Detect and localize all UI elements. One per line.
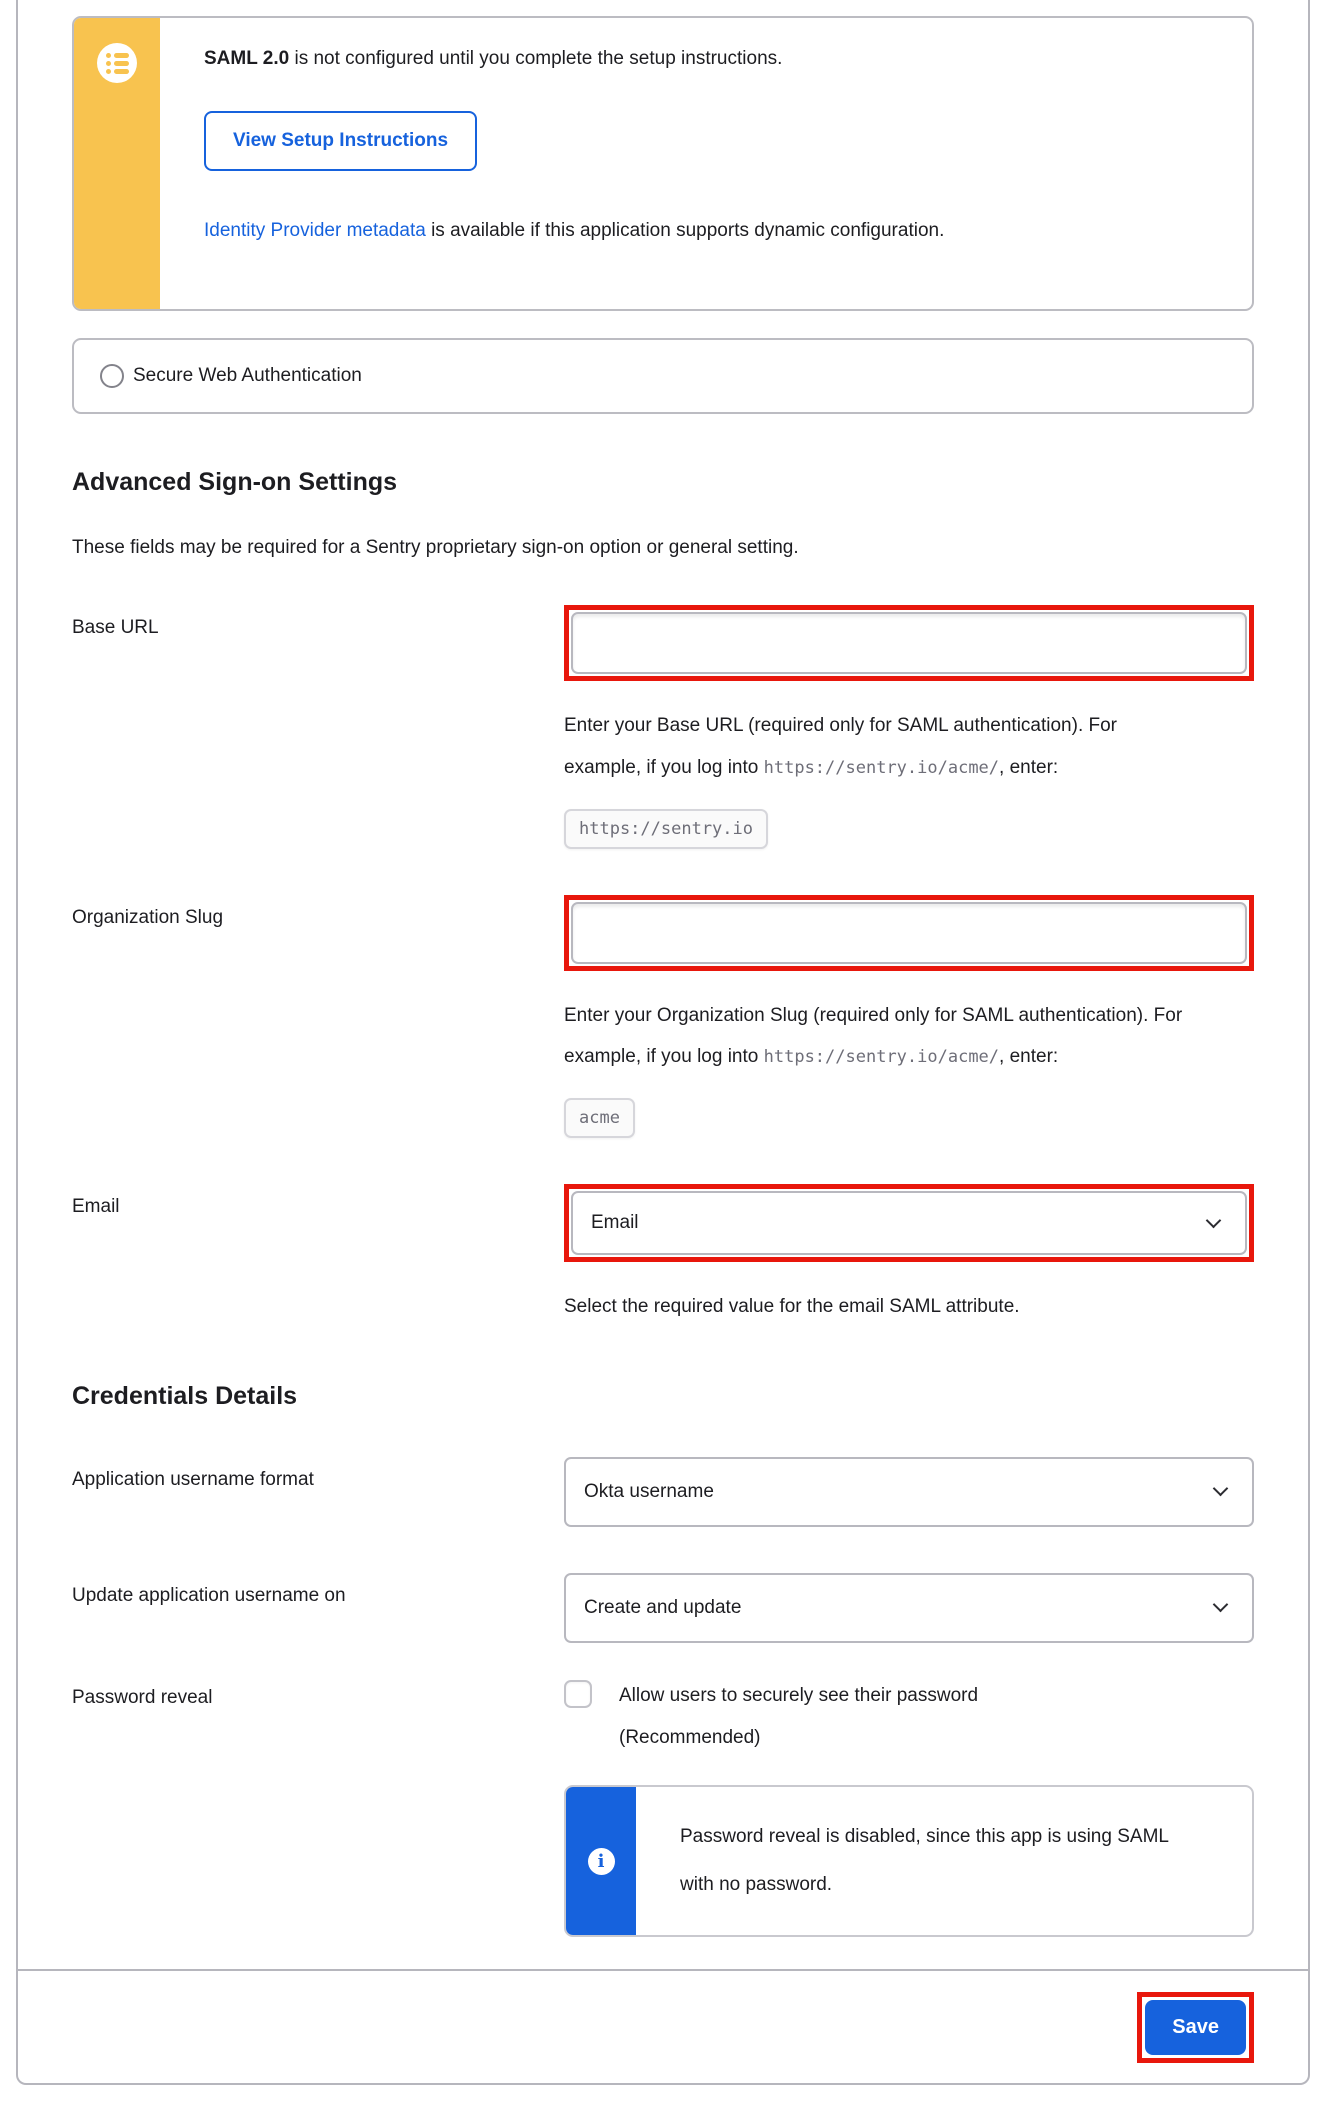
view-setup-instructions-button[interactable]: View Setup Instructions bbox=[204, 111, 477, 171]
organization-slug-help-code: https://sentry.io/acme/ bbox=[763, 1047, 1000, 1068]
password-reveal-control bbox=[564, 1675, 1254, 1759]
email-select[interactable] bbox=[571, 1191, 1247, 1255]
password-reveal-info-callout bbox=[564, 1785, 1254, 1938]
identity-provider-metadata-link[interactable]: Identity Provider metadata bbox=[204, 219, 426, 241]
base-url-help-after: , enter: bbox=[999, 756, 1059, 778]
application-username-format-select[interactable] bbox=[564, 1457, 1254, 1527]
saml-warning-text-rest: is not configured until you complete the setup instructions. bbox=[289, 48, 783, 69]
base-url-row bbox=[72, 605, 1254, 849]
swa-radio-label: Secure Web Authentication bbox=[133, 365, 362, 386]
metadata-availability-text-rest: is available if this application supports dynamic configuration. bbox=[425, 219, 945, 241]
password-reveal-info-row bbox=[72, 1785, 1254, 1938]
base-url-help bbox=[564, 705, 1184, 789]
update-application-username-select[interactable] bbox=[564, 1573, 1254, 1643]
update-application-username-value: Create and update bbox=[584, 1596, 742, 1618]
update-application-username-label: Update application username on bbox=[72, 1584, 346, 1606]
save-button[interactable]: Save bbox=[1145, 2000, 1246, 2055]
annotation-highlight bbox=[1137, 1992, 1254, 2063]
saml-warning-banner bbox=[72, 16, 1254, 311]
metadata-availability-text bbox=[204, 203, 944, 258]
email-label: Email bbox=[72, 1196, 120, 1218]
settings-footer bbox=[18, 1969, 1308, 2083]
password-reveal-checkbox-label: Allow users to securely see their password (Recommended) bbox=[619, 1684, 979, 1748]
organization-slug-help-after: , enter: bbox=[999, 1046, 1059, 1068]
advanced-signon-heading: Advanced Sign-on Settings bbox=[72, 468, 398, 496]
organization-slug-help-before: Enter your Organization Slug (required only for SAML authentication). For example, if you log into bbox=[564, 1004, 1183, 1068]
chevron-down-icon bbox=[1213, 1597, 1229, 1613]
email-control bbox=[564, 1184, 1254, 1328]
organization-slug-label: Organization Slug bbox=[72, 906, 224, 928]
base-url-label: Base URL bbox=[72, 617, 159, 638]
email-select-value: Email bbox=[591, 1212, 639, 1234]
saml-warning-text bbox=[204, 45, 944, 74]
example-value-chip: https://sentry.io bbox=[564, 809, 768, 849]
base-url-input[interactable] bbox=[571, 612, 1247, 674]
organization-slug-help bbox=[564, 995, 1184, 1079]
update-application-username-row bbox=[72, 1573, 1254, 1643]
base-url-help-before: Enter your Base URL (required only for SAML authentication). For example, if you log into bbox=[564, 715, 1118, 778]
base-url-control bbox=[564, 605, 1254, 849]
advanced-signon-intro: These fields may be required for a Sentry proprietary sign-on option or general setting. bbox=[72, 537, 799, 558]
swa-option-box bbox=[72, 338, 1254, 414]
example-value-chip: acme bbox=[564, 1098, 635, 1138]
chevron-down-icon bbox=[1213, 1481, 1229, 1497]
annotation-highlight bbox=[564, 895, 1254, 971]
empty-label-cell bbox=[72, 1785, 564, 1938]
saml-warning-text-strong: SAML 2.0 bbox=[204, 48, 290, 69]
application-username-format-label: Application username format bbox=[72, 1468, 314, 1490]
info-icon: i bbox=[588, 1848, 615, 1875]
info-callout-body bbox=[636, 1787, 1252, 1936]
update-application-username-control bbox=[564, 1573, 1254, 1643]
sign-on-settings-panel bbox=[16, 0, 1310, 2085]
sign-on-settings-content bbox=[18, 0, 1308, 1969]
email-help: Select the required value for the email SAML attribute. bbox=[564, 1296, 1020, 1318]
password-reveal-checkbox[interactable] bbox=[564, 1680, 592, 1708]
password-reveal-row bbox=[72, 1675, 1254, 1759]
organization-slug-control bbox=[564, 895, 1254, 1139]
warning-banner-body bbox=[160, 18, 984, 309]
password-reveal-label: Password reveal bbox=[72, 1686, 213, 1708]
list-icon bbox=[97, 43, 137, 83]
annotation-highlight bbox=[564, 605, 1254, 681]
application-username-format-control bbox=[564, 1457, 1254, 1527]
swa-radio-button[interactable] bbox=[100, 364, 124, 388]
annotation-highlight bbox=[564, 1184, 1254, 1262]
credentials-details-heading: Credentials Details bbox=[72, 1381, 298, 1410]
organization-slug-input[interactable] bbox=[571, 902, 1247, 964]
base-url-help-code: https://sentry.io/acme/ bbox=[763, 757, 1000, 778]
organization-slug-row bbox=[72, 895, 1254, 1139]
application-username-format-row bbox=[72, 1457, 1254, 1527]
email-row bbox=[72, 1184, 1254, 1328]
chevron-down-icon bbox=[1206, 1212, 1222, 1228]
password-reveal-info-text: Password reveal is disabled, since this app is using SAML with no password. bbox=[680, 1825, 1169, 1896]
info-accent-bar bbox=[566, 1787, 636, 1936]
warning-accent-bar bbox=[74, 18, 160, 309]
application-username-format-value: Okta username bbox=[584, 1480, 714, 1502]
